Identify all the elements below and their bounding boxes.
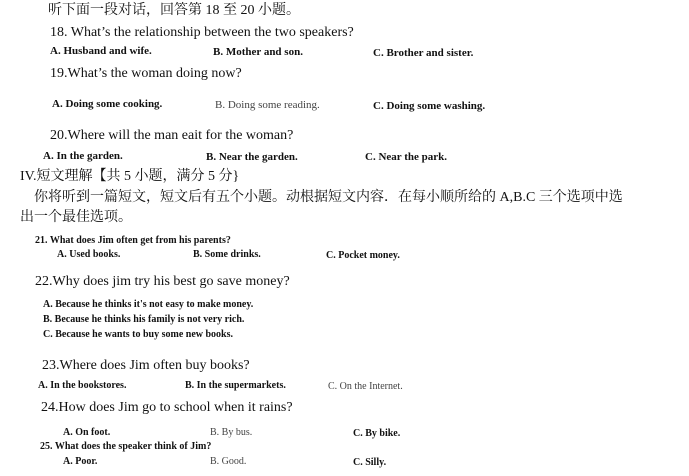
section-heading: IV.短文理解【共 5 小题，满分 5 分} [20, 169, 240, 184]
question-18: 18. What’s the relationship between the two speakers? [50, 25, 354, 40]
option-23a: A. In the bookstores. [38, 380, 127, 391]
option-21a: A. Used books. [57, 249, 121, 260]
option-25a: A. Poor. [63, 456, 98, 467]
option-20c: C. Near the park. [365, 151, 447, 163]
option-22c: C. Because he wants to buy some new books. [43, 329, 234, 340]
option-24b: B. By bus. [210, 427, 253, 438]
option-21b: B. Some drinks. [193, 249, 261, 260]
question-24: 24.How does Jim go to school when it rains? [41, 400, 293, 415]
question-20: 20.Where will the man eait for the woman? [50, 128, 294, 143]
option-20a: A. In the garden. [43, 150, 123, 162]
option-19b: B. Doing some reading. [215, 99, 320, 111]
question-22: 22.Why does jim try his best go save money? [35, 274, 290, 289]
option-25c: C. Silly. [353, 457, 387, 468]
option-18a: A. Husband and wife. [50, 45, 152, 57]
instructions-line-1: 你将听到一篇短文，短文后有五个小题。动根据短文内容．在每小顺所给的 A,B.C 三个选项中选 [34, 190, 623, 205]
option-24c: C. By bike. [353, 428, 401, 439]
option-23c: C. On the Internet. [328, 381, 403, 392]
option-21c: C. Pocket money. [326, 250, 400, 261]
option-25b: B. Good. [210, 456, 247, 467]
question-19: 19.What’s the woman doing now? [50, 66, 242, 81]
option-18b: B. Mother and son. [213, 46, 303, 58]
option-22b: B. Because he thinks his family is not very rich. [43, 314, 245, 325]
option-20b: B. Near the garden. [206, 151, 298, 163]
option-23b: B. In the supermarkets. [185, 380, 286, 391]
question-25: 25. What does the speaker think of Jim? [40, 441, 212, 452]
option-19a: A. Doing some cooking. [52, 98, 163, 110]
option-19c: C. Doing some washing. [373, 100, 486, 112]
section-intro: 听下面一段对话，回答第 18 至 20 小题。 [48, 3, 300, 18]
option-24a: A. On foot. [63, 427, 111, 438]
question-23: 23.Where does Jim often buy books? [42, 358, 250, 373]
instructions-line-2: 出一个最佳选项。 [20, 210, 132, 225]
question-21: 21. What does Jim often get from his parents? [35, 235, 231, 246]
option-18c: C. Brother and sister. [373, 47, 474, 59]
option-22a: A. Because he thinks it's not easy to make money. [43, 299, 254, 310]
